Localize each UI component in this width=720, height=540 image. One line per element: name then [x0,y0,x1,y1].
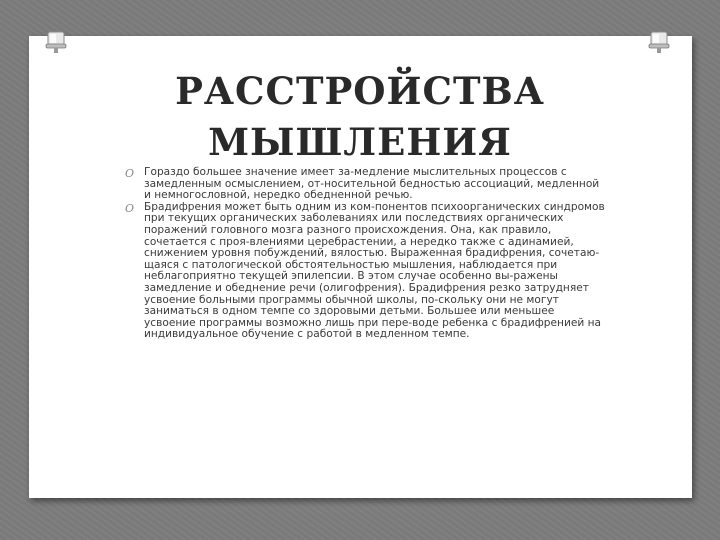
bullet-text: Гораздо большее значение имеет за-медление мыслительных процессов с замедленным осмыслением, от-носительной бедностью ассоциаций, медленной и немногословной, нередко обедненной речью. [144,166,600,202]
pushpin-icon [45,30,67,56]
bullet-list [125,167,607,341]
bullet-marker-icon: O [125,201,135,215]
slide-title [150,66,570,168]
slide-title-line1: РАССТРОЙСТВА [175,69,545,113]
bullet-item [125,167,607,202]
bullet-marker-icon: O [125,167,135,180]
slide-title-line2: МЫШЛЕНИЯ [208,120,512,164]
bullet-text: Брадифрения может быть одним из ком-понентов психоорганических синдромов при текущих органических заболеваниях или последствиях органических поражений головного мозга разного происхождения. Она, как правило, сочетается с проя-влениями церебрастении, а нередко также с адинамией, снижением уровня побуждений, вялостью. Выраженная брадифрения, сочетаю-щаяся с патологической обстоятельностью мышления, наблюдается при неблагоприятно текущей эпилепсии. В этом случае особенно вы-ражены замедление и обеднение речи (олигофрения). Брадифрения резко затрудняет усвоение больными программы обычной школы, по-скольку они не могут заниматься в одном темпе со здоровыми детьми. Большее или меньшее усвоение программы возможно лишь при пере-воде ребенка с брадифренией на индивидуальное обучение с работой в медленном темпе. [144,200,605,341]
bullet-item [125,202,607,341]
pushpin-icon [648,30,670,56]
